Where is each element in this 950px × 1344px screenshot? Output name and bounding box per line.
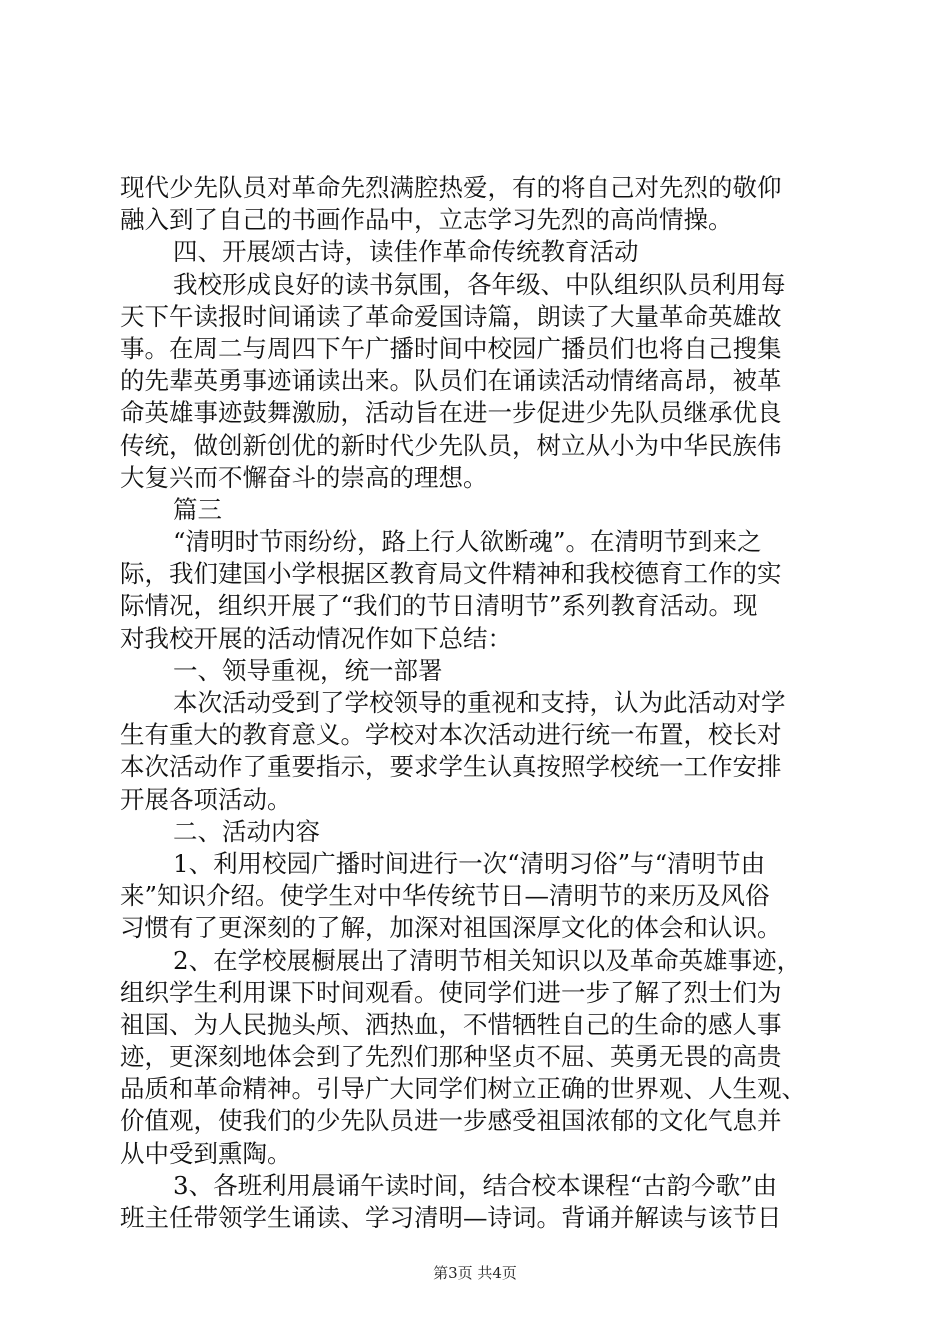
text-line: 四、开展颂古诗，读佳作革命传统教育活动 — [173, 237, 639, 267]
text-line: 二、活动内容 — [173, 816, 320, 846]
text-line: 祖国、为人民抛头颅、洒热血，不惜牺牲自己的生命的感人事 — [120, 1009, 782, 1039]
text-line: 对我校开展的活动情况作如下总结： — [120, 623, 512, 653]
text-line: 习惯有了更深刻的了解，加深对祖国深厚文化的体会和认识。 — [120, 913, 782, 943]
text-line: 生有重大的教育意义。学校对本次活动进行统一布置，校长对 — [120, 720, 782, 750]
text-line: 命英雄事迹鼓舞激励，活动旨在进一步促进少先队员继承优良 — [120, 398, 782, 428]
text-line: 本次活动受到了学校领导的重视和支持，认为此活动对学 — [173, 688, 786, 717]
text-line: 事。在周二与周四下午广播时间中校园广播员们也将自己搜集 — [120, 333, 782, 363]
text-line: 本次活动作了重要指示，要求学生认真按照学校统一工作安排 — [120, 752, 782, 782]
text-line: 现代少先队员对革命先烈满腔热爱，有的将自己对先烈的敬仰 — [120, 173, 782, 202]
text-line: 的先辈英勇事迹诵读出来。队员们在诵读活动情绪高昂，被革 — [120, 366, 782, 396]
text-line: 开展各项活动。 — [120, 784, 292, 814]
document-body — [120, 172, 840, 1234]
text-line: 大复兴而不懈奋斗的崇高的理想。 — [120, 462, 488, 492]
text-line: 来”知识介绍。使学生对中华传统节日—清明节的来历及风俗 — [120, 881, 770, 911]
text-line: 际情况，组织开展了“我们的节日清明节”系列教育活动。现 — [120, 591, 758, 621]
text-line: 际，我们建国小学根据区教育局文件精神和我校德育工作的实 — [120, 559, 782, 589]
text-line: 组织学生利用课下时间观看。使同学们进一步了解了烈士们为 — [120, 977, 782, 1007]
text-line: 迹，更深刻地体会到了先烈们那种坚贞不屈、英勇无畏的高贵 — [120, 1042, 782, 1072]
text-line: 班主任带领学生诵读、学习清明—诗词。背诵并解读与该节日 — [120, 1203, 782, 1232]
text-line: 我校形成良好的读书氛围，各年级、中队组织队员利用每 — [173, 269, 786, 299]
text-line: 品质和革命精神。引导广大同学们树立正确的世界观、人生观、 — [120, 1074, 806, 1104]
text-line: 天下午读报时间诵读了革命爱国诗篇，朗读了大量革命英雄故 — [120, 301, 782, 331]
text-line: 篇三 — [173, 494, 222, 524]
page-footer: 第3页 共4页 — [433, 1264, 517, 1282]
text-line: “清明时节雨纷纷，路上行人欲断魂”。在清明节到来之 — [173, 527, 762, 557]
text-line: 价值观，使我们的少先队员进一步感受祖国浓郁的文化气息并 — [120, 1106, 782, 1136]
text-line: 一、领导重视，统一部署 — [173, 655, 443, 685]
text-line: 2、在学校展橱展出了清明节相关知识以及革命英雄事迹， — [173, 945, 802, 975]
text-line: 3、各班利用晨诵午读时间，结合校本课程“古韵今歌”由 — [173, 1170, 778, 1200]
text-line: 传统，做创新创优的新时代少先队员，树立从小为中华民族伟 — [120, 430, 782, 460]
text-line: 融入到了自己的书画作品中，立志学习先烈的高尚情操。 — [120, 205, 733, 235]
text-line: 从中受到熏陶。 — [120, 1138, 292, 1168]
text-line: 1、利用校园广播时间进行一次“清明习俗”与“清明节由 — [173, 848, 766, 878]
